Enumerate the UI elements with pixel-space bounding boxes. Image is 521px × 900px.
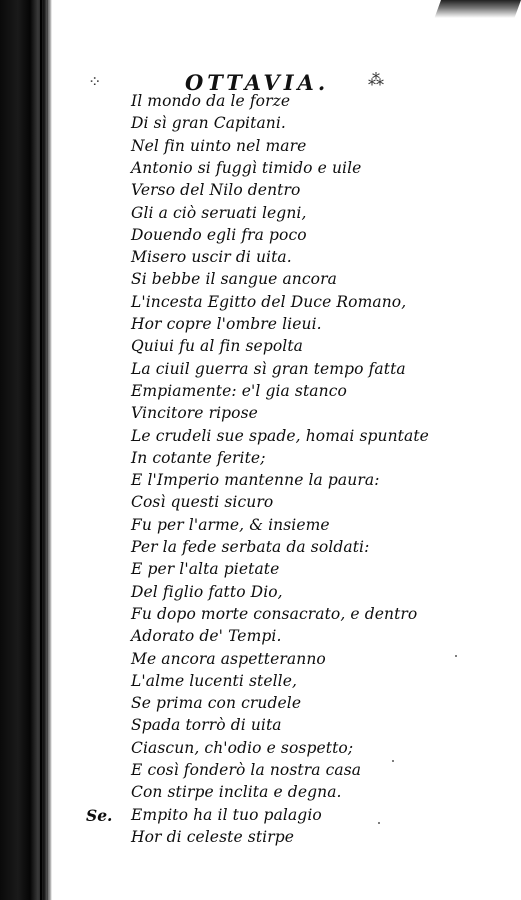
verse-text: Spada torrò di uita	[131, 716, 282, 735]
verse-line	[0, 315, 521, 337]
verse-line	[0, 471, 521, 493]
verse-line	[0, 248, 521, 270]
verse-line	[0, 783, 521, 805]
verse-text: Ciascun, ch'odio e sospetto;	[131, 738, 354, 757]
verse-text: Così questi sicuro	[131, 493, 274, 512]
verse-line	[0, 560, 521, 582]
verse-line	[0, 806, 521, 828]
verse-line	[0, 650, 521, 672]
verse-line	[0, 137, 521, 159]
verse-line	[0, 293, 521, 315]
verse-line	[0, 739, 521, 761]
speaker-label: Se.	[86, 805, 113, 825]
verse-text: Verso del Nilo dentro	[131, 181, 301, 200]
verse-line	[0, 761, 521, 783]
verse-line	[0, 828, 521, 850]
running-head-title: OTTAVIA.	[185, 70, 330, 95]
verse-text: Di sì gran Capitani.	[131, 114, 286, 133]
verse-line	[0, 583, 521, 605]
verse-text: Fu per l'arme, & insieme	[131, 515, 330, 534]
verse-line	[0, 605, 521, 627]
verse-line	[0, 382, 521, 404]
verse-line	[0, 92, 521, 114]
verse-line	[0, 159, 521, 181]
verse-line	[0, 716, 521, 738]
verse-text: Se prima con crudele	[131, 694, 302, 713]
verse-text: Hor di celeste stirpe	[131, 827, 295, 846]
verse-text: Adorato de' Tempi.	[131, 627, 282, 646]
verse-text: Si bebbe il sangue ancora	[131, 270, 337, 289]
verse-text: L'incesta Egitto del Duce Romano,	[131, 292, 407, 311]
verse-text: Antonio si fuggì timido e uile	[131, 158, 362, 177]
printer-mark-right: ⁂	[368, 70, 384, 89]
verse-text: Empiamente: e'l gia stanco	[131, 381, 347, 400]
verse-line	[0, 404, 521, 426]
verse-line	[0, 114, 521, 136]
verse-line	[0, 226, 521, 248]
verse-text: Con stirpe inclita e degna.	[131, 783, 342, 802]
verse-text: E così fonderò la nostra casa	[131, 761, 362, 779]
verse-line	[0, 337, 521, 359]
verse-line	[0, 516, 521, 538]
verse-text: Del figlio fatto Dio,	[131, 582, 283, 601]
verse-text: L'alme lucenti stelle,	[131, 671, 298, 690]
verse-text: Vincitore ripose	[131, 404, 258, 423]
verse-line	[0, 270, 521, 292]
verse-text: Le crudeli sue spade, homai spuntate	[131, 426, 429, 445]
verse-line	[0, 694, 521, 716]
verse-text: E l'Imperio mantenne la paura:	[131, 471, 380, 490]
ink-speck	[392, 760, 394, 762]
verse-text: Douendo egli fra poco	[131, 225, 307, 244]
ink-speck	[378, 822, 380, 824]
verse-text: Empito ha il tuo palagio	[131, 805, 322, 824]
verse-text: Gli a ciò seruati legni,	[131, 203, 307, 222]
page-corner-shadow	[434, 0, 521, 18]
verse-line	[0, 627, 521, 649]
verse-text: Misero uscir di uita.	[131, 248, 292, 267]
verse-line	[0, 360, 521, 382]
verse-text: La ciuil guerra sì gran tempo fatta	[131, 359, 406, 378]
ink-speck	[455, 655, 457, 657]
verse-text: E per l'alta pietate	[131, 560, 280, 579]
verse-text: Per la fede serbata da soldati:	[131, 538, 370, 556]
verse-line	[0, 493, 521, 515]
verse-text: In cotante ferite;	[131, 448, 266, 467]
verse-text: Me ancora aspetteranno	[131, 649, 326, 668]
verse-text: Nel fin uinto nel mare	[131, 136, 307, 155]
verse-line	[0, 204, 521, 226]
verse-line	[0, 427, 521, 449]
verse-text: Fu dopo morte consacrato, e dentro	[131, 604, 418, 623]
verse-line	[0, 672, 521, 694]
verse-line	[0, 538, 521, 560]
verse-text: Hor copre l'ombre lieui.	[131, 315, 322, 333]
verse-text: Il mondo da le forze	[131, 92, 291, 110]
verse-line	[0, 181, 521, 203]
verse-text: Quiui fu al fin sepolta	[131, 337, 303, 356]
printer-mark-left: ⁘	[88, 72, 102, 91]
verse-line	[0, 449, 521, 471]
